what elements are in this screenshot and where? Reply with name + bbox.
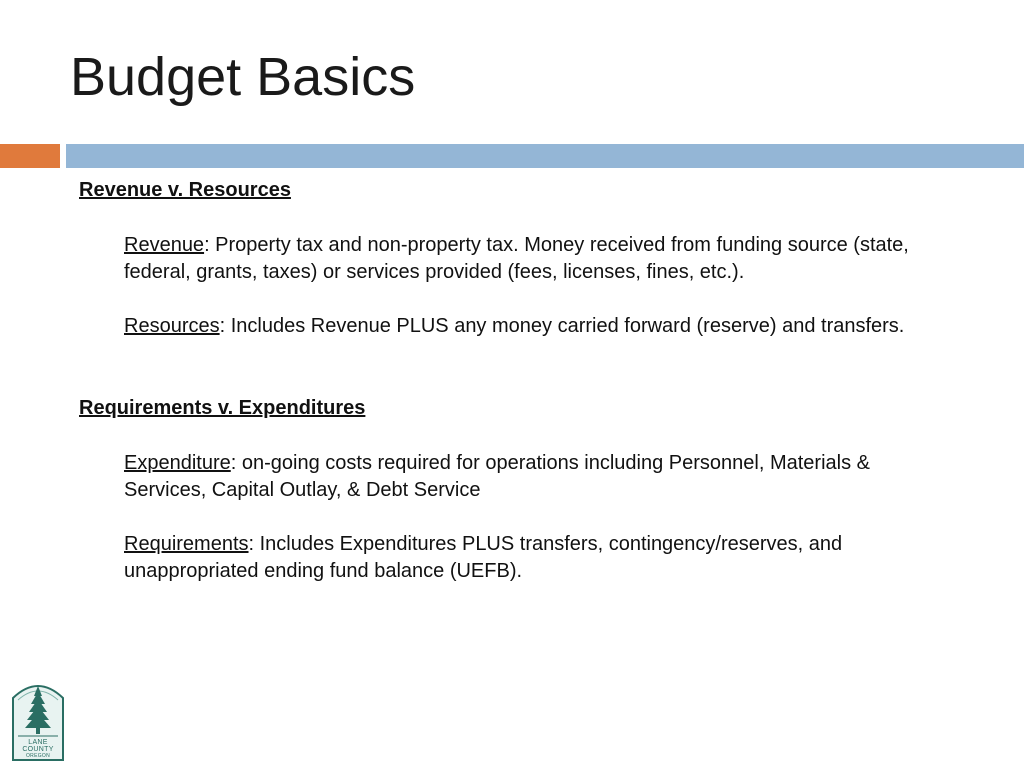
definition-resources [124,313,939,340]
logo-text-lane: LANE [28,739,48,746]
slide-content [79,177,939,585]
section-heading-requirements-expenditures: Requirements v. Expenditures [79,397,366,419]
definition-requirements [124,531,939,585]
lane-county-logo [10,676,66,762]
definition-resources-text: : Includes Revenue PLUS any money carried forward (reserve) and transfers. [219,315,905,337]
definition-revenue-text: : Property tax and non-property tax. Money received from funding source (state, federal, grants, taxes) or services provided (fees, licenses, fines, etc.). [124,234,909,283]
term-requirements: Requirements [124,533,249,555]
logo-text-county: COUNTY [22,746,54,753]
definition-requirements-text: : Includes Expenditures PLUS transfers, contingency/reserves, and unappropriated ending fund balance (UEFB). [124,533,843,582]
definition-expenditure [124,450,939,504]
slide-title: Budget Basics [70,47,416,107]
definition-revenue [124,232,939,286]
accent-bar-blue [66,144,1024,168]
section-heading-revenue-resources: Revenue v. Resources [79,179,291,201]
logo-text-oregon: OREGON [25,753,51,759]
term-expenditure: Expenditure [124,452,231,474]
term-revenue: Revenue [124,234,205,256]
accent-bar-orange [0,144,60,168]
term-resources: Resources [124,315,220,337]
definition-expenditure-text: : on-going costs required for operations including Personnel, Materials & Services, Capital Outlay, & Debt Service [124,452,870,501]
